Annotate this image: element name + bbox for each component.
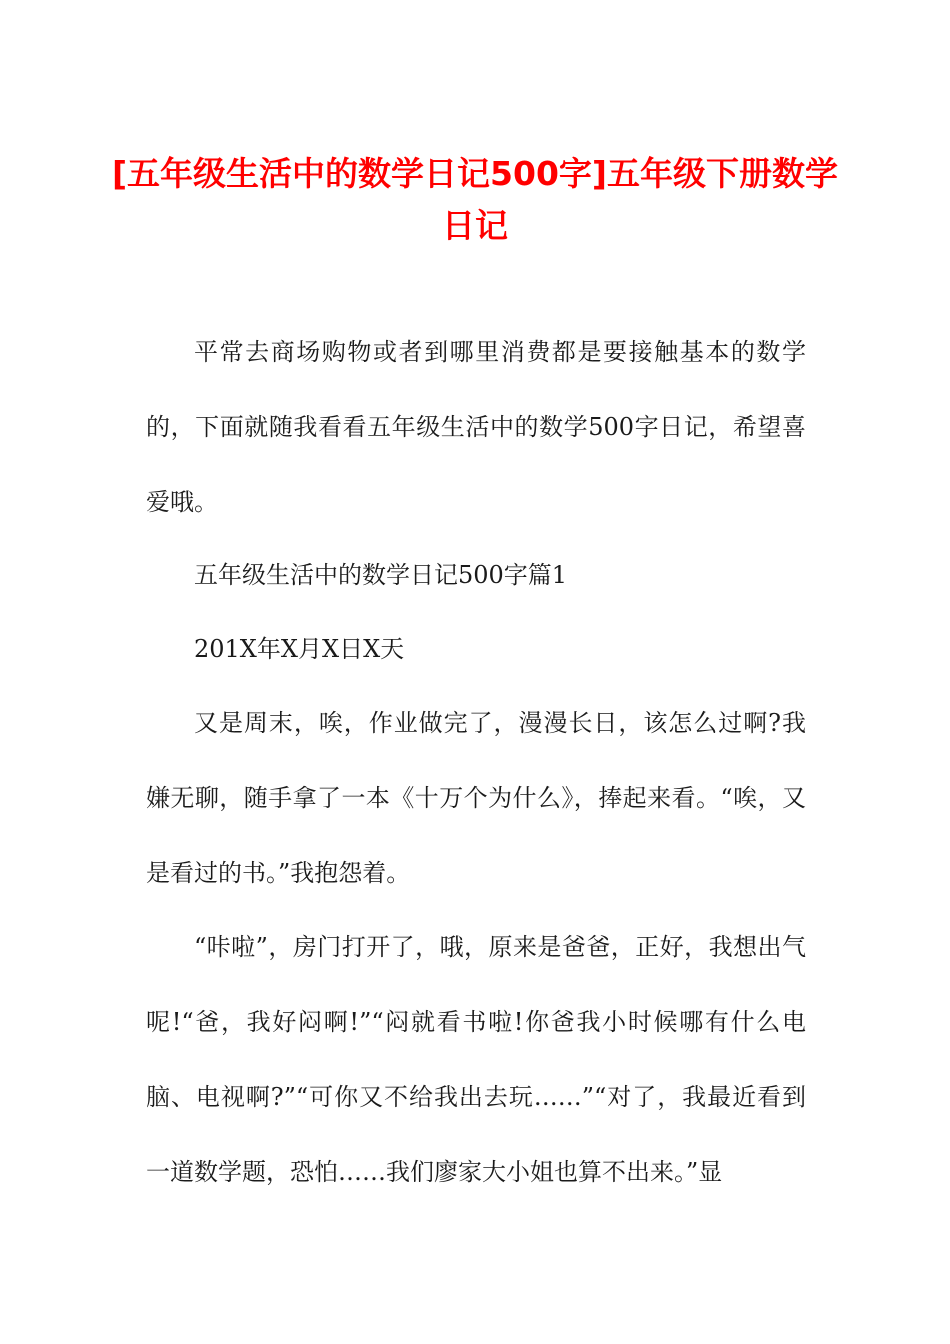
paragraph-2: “咔啦”，房门打开了，哦，原来是爸爸，正好，我想出气呢!“爸，我好闷啊!”“闷就看书啦!你爸我小时候哪有什么电脑、电视啊?”“可你又不给我出去玩……”“对了，我最近看到一道数学题，恐怕……我们廖家大小姐也算不出来。”显 [146,933,806,1186]
document-title: [五年级生活中的数学日记500字]五年级下册数学日记 [111,154,839,245]
paragraph-1: 又是周末，唉，作业做完了，漫漫长日，该怎么过啊?我嫌无聊，随手拿了一本《十万个为什么》，捧起来看。“唉，又是看过的书。”我抱怨着。 [146,709,806,887]
section-heading: 五年级生活中的数学日记500字篇1 [194,561,568,589]
intro-paragraph: 平常去商场购物或者到哪里消费都是要接触基本的数学的，下面就随我看看五年级生活中的数学500字日记，希望喜爱哦。 [146,338,806,516]
date-line: 201X年X月X日X天 [194,635,405,663]
